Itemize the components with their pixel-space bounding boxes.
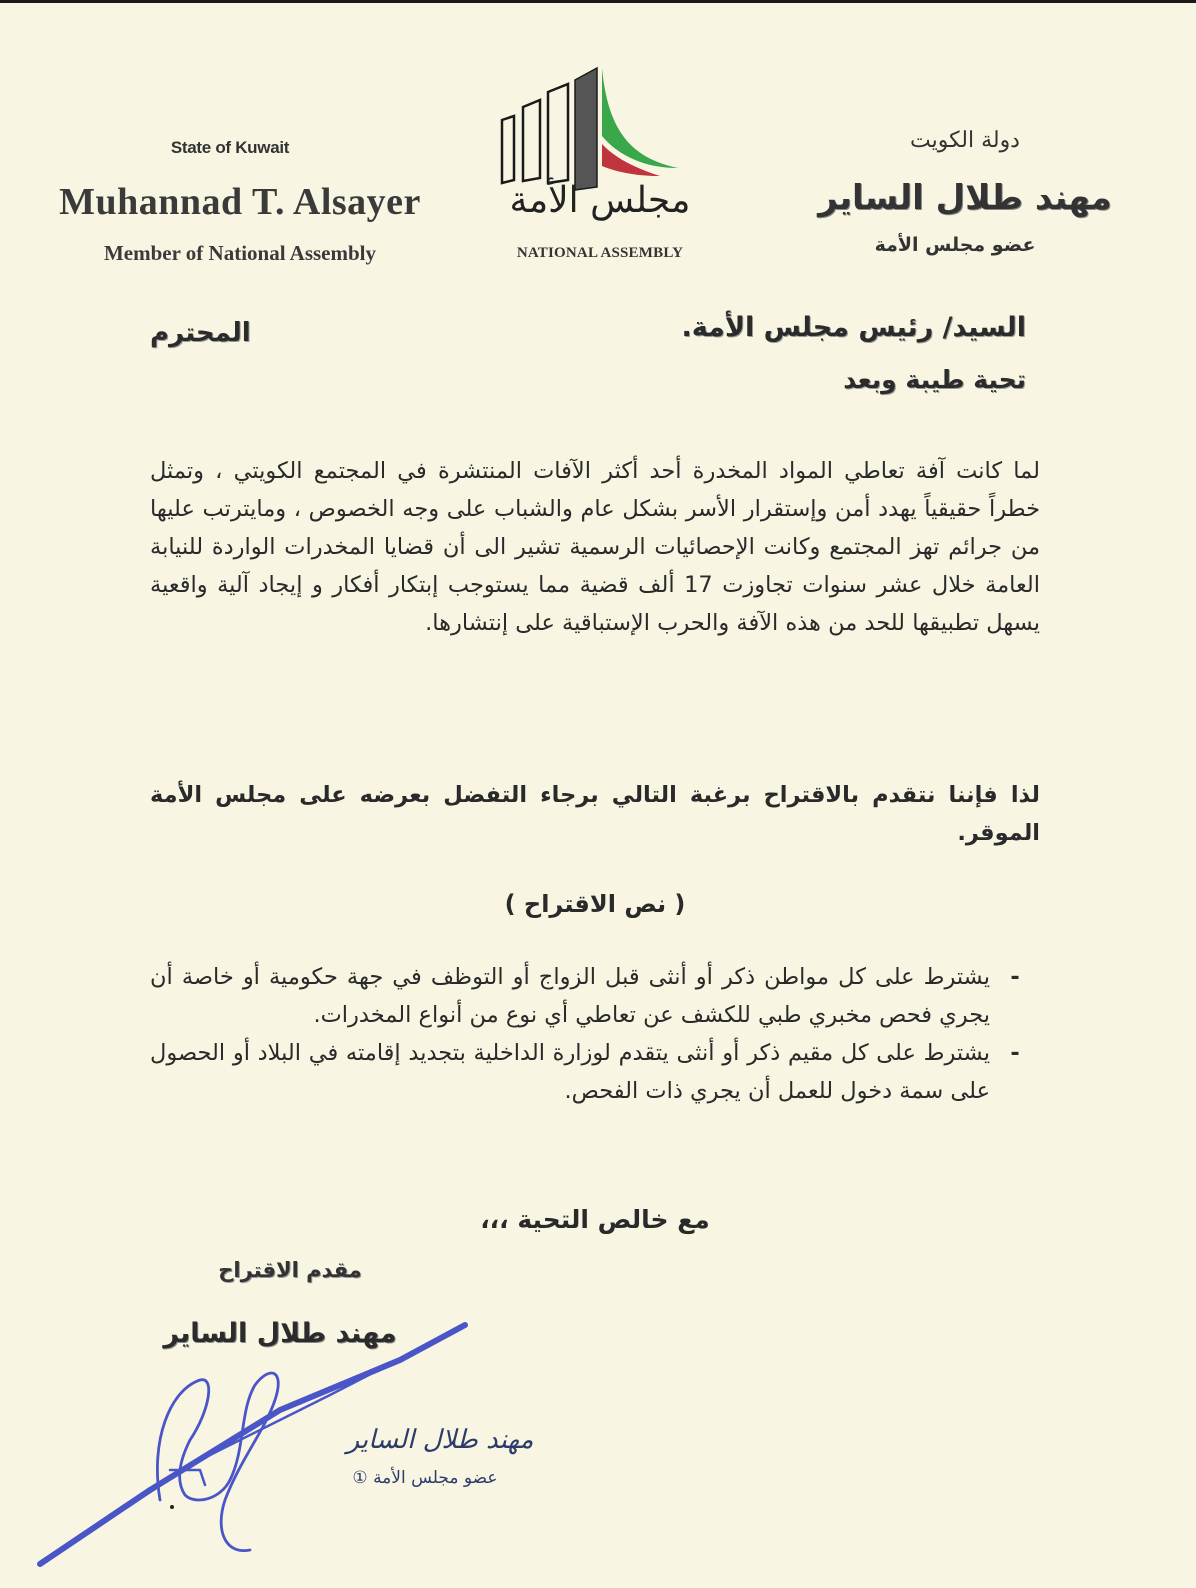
stamp-title: عضو مجلس الأمة ① [352, 1468, 498, 1488]
english-member-title: Member of National Assembly [103, 241, 376, 265]
submitter-label: مقدم الاقتراح [218, 1258, 362, 1282]
logo-bar-2 [523, 100, 540, 181]
english-state-label: State of Kuwait [170, 138, 290, 157]
letter-paragraph-intro: لما كانت آفة تعاطي المواد المخدرة أحد أكثر الآفات المنتشرة في المجتمع الكويتي ، وتمثل خطراً حقيقياً يهدد أمن وإستقرار الأسر بشكل عام والشباب على وجه الخصوص ، ومايترتب عليها من جرائم تهز المجتمع وكانت الإحصائيات الرسمية تشير الى أن قضايا المخدرات الواردة للنيابة العامة خلال عشر سنوات تجاوزت 17 ألف قضية مما يستوجب إبتكار أفكار و إيجاد آلية واقعية يسهل تطبيقها للحد من هذه الآفة والحرب الإستباقية على إنتشارها. [150, 458, 1041, 636]
logo-arabic-calligraphy: مجلس الأمة [509, 180, 691, 221]
proposal-items-list [150, 958, 1040, 1110]
top-border [0, 0, 1196, 3]
letter-closing: مع خالص التحية ،،، [480, 1205, 710, 1234]
letter-honorific: المحترم [150, 318, 251, 348]
logo-green-swoosh [602, 68, 678, 168]
bullet-dash: - [1010, 964, 1020, 990]
submitter-name: مهند طلال الساير [163, 1318, 397, 1349]
proposal-item [150, 958, 1040, 1034]
arabic-member-title: عضو مجلس الأمة [874, 234, 1036, 256]
logo-bar-3 [548, 84, 568, 183]
proposal-item-text: يشترط على كل مقيم ذكر أو أنثى يتقدم لوزارة الداخلية بتجديد إقامته في البلاد أو الحصول على سمة دخول للعمل أن يجري ذات الفحص. [150, 1040, 990, 1104]
english-member-name: Muhannad T. Alsayer [59, 181, 421, 223]
signature-dot [170, 1505, 174, 1509]
logo-english-text: NATIONAL ASSEMBLY [516, 245, 684, 261]
logo-bar-1 [502, 116, 514, 183]
bullet-dash: - [1010, 1040, 1020, 1066]
letter-paragraph-request: لذا فإننا نتقدم بالاقتراح برغبة التالي برجاء التفضل بعرضه على مجلس الأمة الموقر. [150, 782, 1040, 846]
letter-greeting: تحية طيبة وبعد [843, 365, 1026, 394]
logo-bar-dark [575, 68, 597, 190]
arabic-member-name: مهند طلال الساير [818, 178, 1112, 218]
signature-loops [157, 1373, 278, 1551]
signature-detail [170, 1470, 205, 1485]
stamp-name: مهند طلال الساير [346, 1425, 534, 1455]
national-assembly-logo-icon [490, 40, 710, 270]
proposal-title: ( نص الاقتراح ) [504, 890, 686, 918]
proposal-item [150, 1034, 1040, 1110]
arabic-state-label: دولة الكويت [910, 128, 1020, 153]
proposal-item-text: يشترط على كل مواطن ذكر أو أنثى قبل الزواج أو التوظف في جهة حكومية أو خاصة أن يجري فحص مخبري طبي للكشف عن تعاطي أي نوع من أنواع المخدرات. [150, 964, 990, 1028]
letter-addressee: السيد/ رئيس مجلس الأمة. [681, 312, 1026, 343]
